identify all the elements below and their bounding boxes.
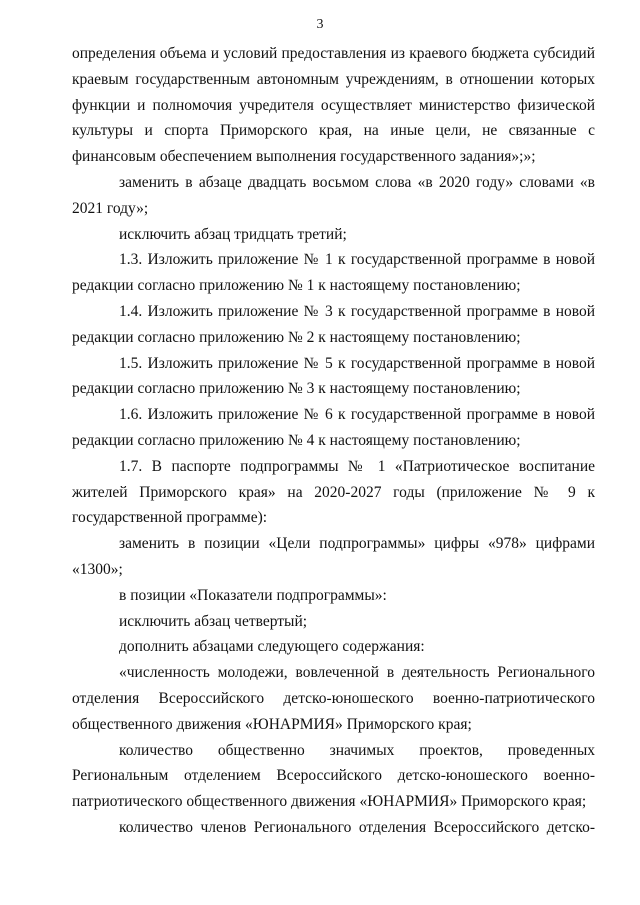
paragraph-quoted: количество членов Регионального отделения Всероссийского детско- xyxy=(119,818,595,836)
paragraph-quoted: количество общественно значимых проектов, проведенных Региональным отделением Всероссийского детско-юношеского военно-патриотического общественного движения «ЮНАРМИЯ» Приморского края; xyxy=(72,741,595,811)
paragraph-quoted: «численность молодежи, вовлеченной в деятельность Регионального отделения Всероссийского детско-юношеского военно-патриотического общественного движения «ЮНАРМИЯ» Приморского края; xyxy=(72,664,595,733)
paragraph: исключить абзац четвертый; xyxy=(119,612,308,630)
paragraph: в позиции «Показатели подпрограммы»: xyxy=(119,586,387,604)
paragraph: заменить в позиции «Цели подпрограммы» цифры «978» цифрами «1300»; xyxy=(72,535,595,578)
paragraph: дополнить абзацами следующего содержания: xyxy=(119,638,425,656)
paragraph-item-1-4: 1.4. Изложить приложение № 3 к государственной программе в новой редакции согласно приложению № 2 к настоящему постановлению; xyxy=(72,302,595,346)
paragraph-item-1-6: 1.6. Изложить приложение № 6 к государственной программе в новой редакции согласно приложению № 4 к настоящему постановлению; xyxy=(72,406,595,449)
paragraph: исключить абзац тридцать третий; xyxy=(119,225,347,243)
paragraph-item-1-5: 1.5. Изложить приложение № 5 к государственной программе в новой редакции согласно приложению № 3 к настоящему постановлению; xyxy=(72,354,595,398)
paragraph-item-1-3: 1.3. Изложить приложение № 1 к государственной программе в новой редакции согласно приложению № 1 к настоящему постановлению; xyxy=(72,251,595,295)
document-body xyxy=(72,41,595,841)
page-number: 3 xyxy=(316,17,324,32)
paragraph-item-1-7: 1.7. В паспорте подпрограммы № 1 «Патриотическое воспитание жителей Приморского края» на 2020-2027 годы (приложение № 9 к государственной программе): xyxy=(72,457,595,527)
paragraph-continuation: определения объема и условий предоставления из краевого бюджета субсидий краевым государственным автономным учреждениям, в отношении которых функции и полномочия учредителя осуществляет министерство физической культуры и спорта Приморского края, на иные цели, не связанные с финансовым обеспечением выполнения государственного задания»;»; xyxy=(72,45,595,166)
paragraph: заменить в абзаце двадцать восьмом слова «в 2020 году» словами «в 2021 году»; xyxy=(72,173,595,217)
